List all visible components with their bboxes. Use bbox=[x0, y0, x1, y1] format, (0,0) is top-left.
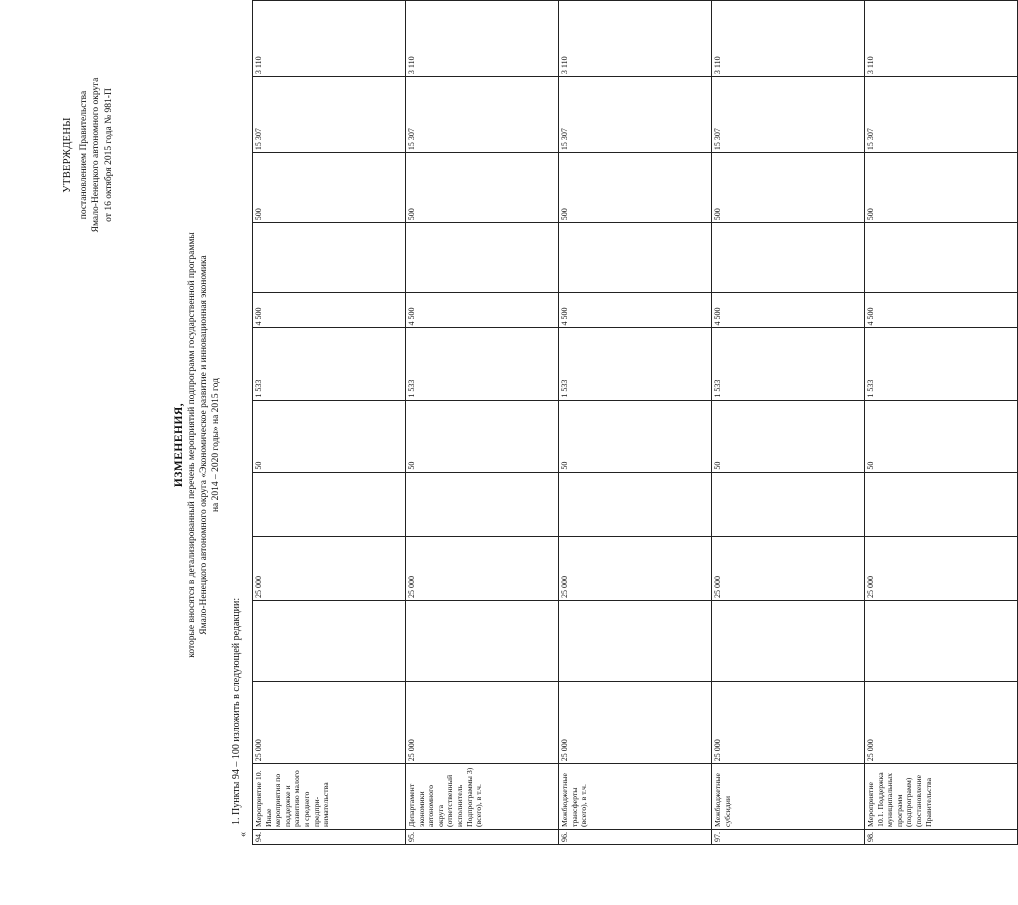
value-cell: 3 110 bbox=[712, 1, 865, 77]
value-cell: 25 000 bbox=[865, 536, 1018, 600]
opening-quote: « bbox=[238, 832, 249, 837]
value-cell: 1 533 bbox=[559, 328, 712, 400]
table-row bbox=[406, 1, 559, 845]
value-cell bbox=[865, 223, 1018, 293]
value-cell: 4 500 bbox=[406, 293, 559, 328]
value-cell: 15 307 bbox=[712, 77, 865, 153]
value-cell: 25 000 bbox=[559, 536, 712, 600]
row-name-cell: Межбюджетные трансферты (всего), в т.ч. bbox=[559, 764, 712, 830]
value-cell bbox=[253, 472, 406, 536]
row-number-cell: 98. bbox=[865, 830, 1018, 845]
document-heading bbox=[172, 135, 222, 755]
table-body bbox=[253, 1, 1018, 845]
value-cell: 25 000 bbox=[712, 682, 865, 764]
value-cell: 25 000 bbox=[559, 682, 712, 764]
value-cell bbox=[559, 601, 712, 682]
value-cell: 3 110 bbox=[253, 1, 406, 77]
approval-line: Ямало-Ненецкого автономного округа bbox=[91, 77, 101, 233]
heading-line: которые вносятся в детализированный перечень мероприятий подпрограмм государственной программы bbox=[187, 232, 197, 658]
value-cell: 1 533 bbox=[712, 328, 865, 400]
value-cell: 500 bbox=[253, 153, 406, 223]
value-cell: 15 307 bbox=[406, 77, 559, 153]
value-cell: 500 bbox=[712, 153, 865, 223]
row-name-cell: Департамент экономики автономного округа (ответственный исполнитель Подпрограммы 3) (всего), в т.ч. bbox=[406, 764, 559, 830]
row-number-cell: 96. bbox=[559, 830, 712, 845]
value-cell: 1 533 bbox=[865, 328, 1018, 400]
intro-text: 1. Пункты 94 – 100 изложить в следующей редакции: bbox=[231, 597, 242, 825]
value-cell: 50 bbox=[253, 400, 406, 472]
row-name-cell: Мероприятие 10.1. Поддержка муниципальных программ (подпрограмм) (постановление Правительства bbox=[865, 764, 1018, 830]
value-cell: 15 307 bbox=[253, 77, 406, 153]
value-cell bbox=[712, 472, 865, 536]
value-cell bbox=[253, 223, 406, 293]
value-cell bbox=[559, 472, 712, 536]
value-cell: 25 000 bbox=[406, 536, 559, 600]
value-cell: 50 bbox=[406, 400, 559, 472]
value-cell bbox=[406, 223, 559, 293]
approval-line: от 16 октября 2015 года № 981-П bbox=[103, 88, 114, 222]
table-row bbox=[712, 1, 865, 845]
value-cell bbox=[712, 601, 865, 682]
value-cell bbox=[865, 601, 1018, 682]
value-cell: 25 000 bbox=[406, 682, 559, 764]
value-cell: 50 bbox=[865, 400, 1018, 472]
row-name-cell: Межбюджетные субсидии bbox=[712, 764, 865, 830]
value-cell: 3 110 bbox=[865, 1, 1018, 77]
approval-block bbox=[62, 25, 115, 285]
row-name-cell: Мероприятие 10. Иные мероприятия по поддержке и развитию малого и среднего предпри-нимательства bbox=[253, 764, 406, 830]
value-cell: 3 110 bbox=[406, 1, 559, 77]
value-cell: 500 bbox=[559, 153, 712, 223]
value-cell: 25 000 bbox=[712, 536, 865, 600]
value-cell: 3 110 bbox=[559, 1, 712, 77]
heading-line: Ямало-Ненецкого автономного округа «Экономическое развитие и инновационная экономика bbox=[199, 255, 209, 635]
value-cell: 25 000 bbox=[865, 682, 1018, 764]
heading-line: на 2014 – 2020 годы» на 2015 год bbox=[211, 377, 221, 513]
table-row bbox=[559, 1, 712, 845]
value-cell: 4 500 bbox=[253, 293, 406, 328]
row-number-cell: 97. bbox=[712, 830, 865, 845]
approval-line: постановлением Правительства bbox=[78, 90, 89, 220]
value-cell: 1 533 bbox=[253, 328, 406, 400]
changes-table bbox=[252, 0, 1018, 845]
value-cell bbox=[712, 223, 865, 293]
value-cell: 50 bbox=[712, 400, 865, 472]
value-cell: 25 000 bbox=[253, 682, 406, 764]
value-cell: 4 500 bbox=[712, 293, 865, 328]
value-cell bbox=[865, 472, 1018, 536]
value-cell: 4 500 bbox=[865, 293, 1018, 328]
heading-title: ИЗМЕНЕНИЯ, bbox=[173, 402, 185, 488]
value-cell: 15 307 bbox=[559, 77, 712, 153]
value-cell: 4 500 bbox=[559, 293, 712, 328]
row-number-cell: 95. bbox=[406, 830, 559, 845]
value-cell: 1 533 bbox=[406, 328, 559, 400]
value-cell: 500 bbox=[865, 153, 1018, 223]
value-cell: 25 000 bbox=[253, 536, 406, 600]
value-cell bbox=[253, 601, 406, 682]
value-cell: 500 bbox=[406, 153, 559, 223]
approval-title: УТВЕРЖДЕНЫ bbox=[62, 117, 73, 193]
row-number-cell: 94. bbox=[253, 830, 406, 845]
value-cell bbox=[406, 472, 559, 536]
table-row bbox=[865, 1, 1018, 845]
value-cell bbox=[559, 223, 712, 293]
value-cell: 15 307 bbox=[865, 77, 1018, 153]
value-cell: 50 bbox=[559, 400, 712, 472]
value-cell bbox=[406, 601, 559, 682]
table-row bbox=[253, 1, 406, 845]
